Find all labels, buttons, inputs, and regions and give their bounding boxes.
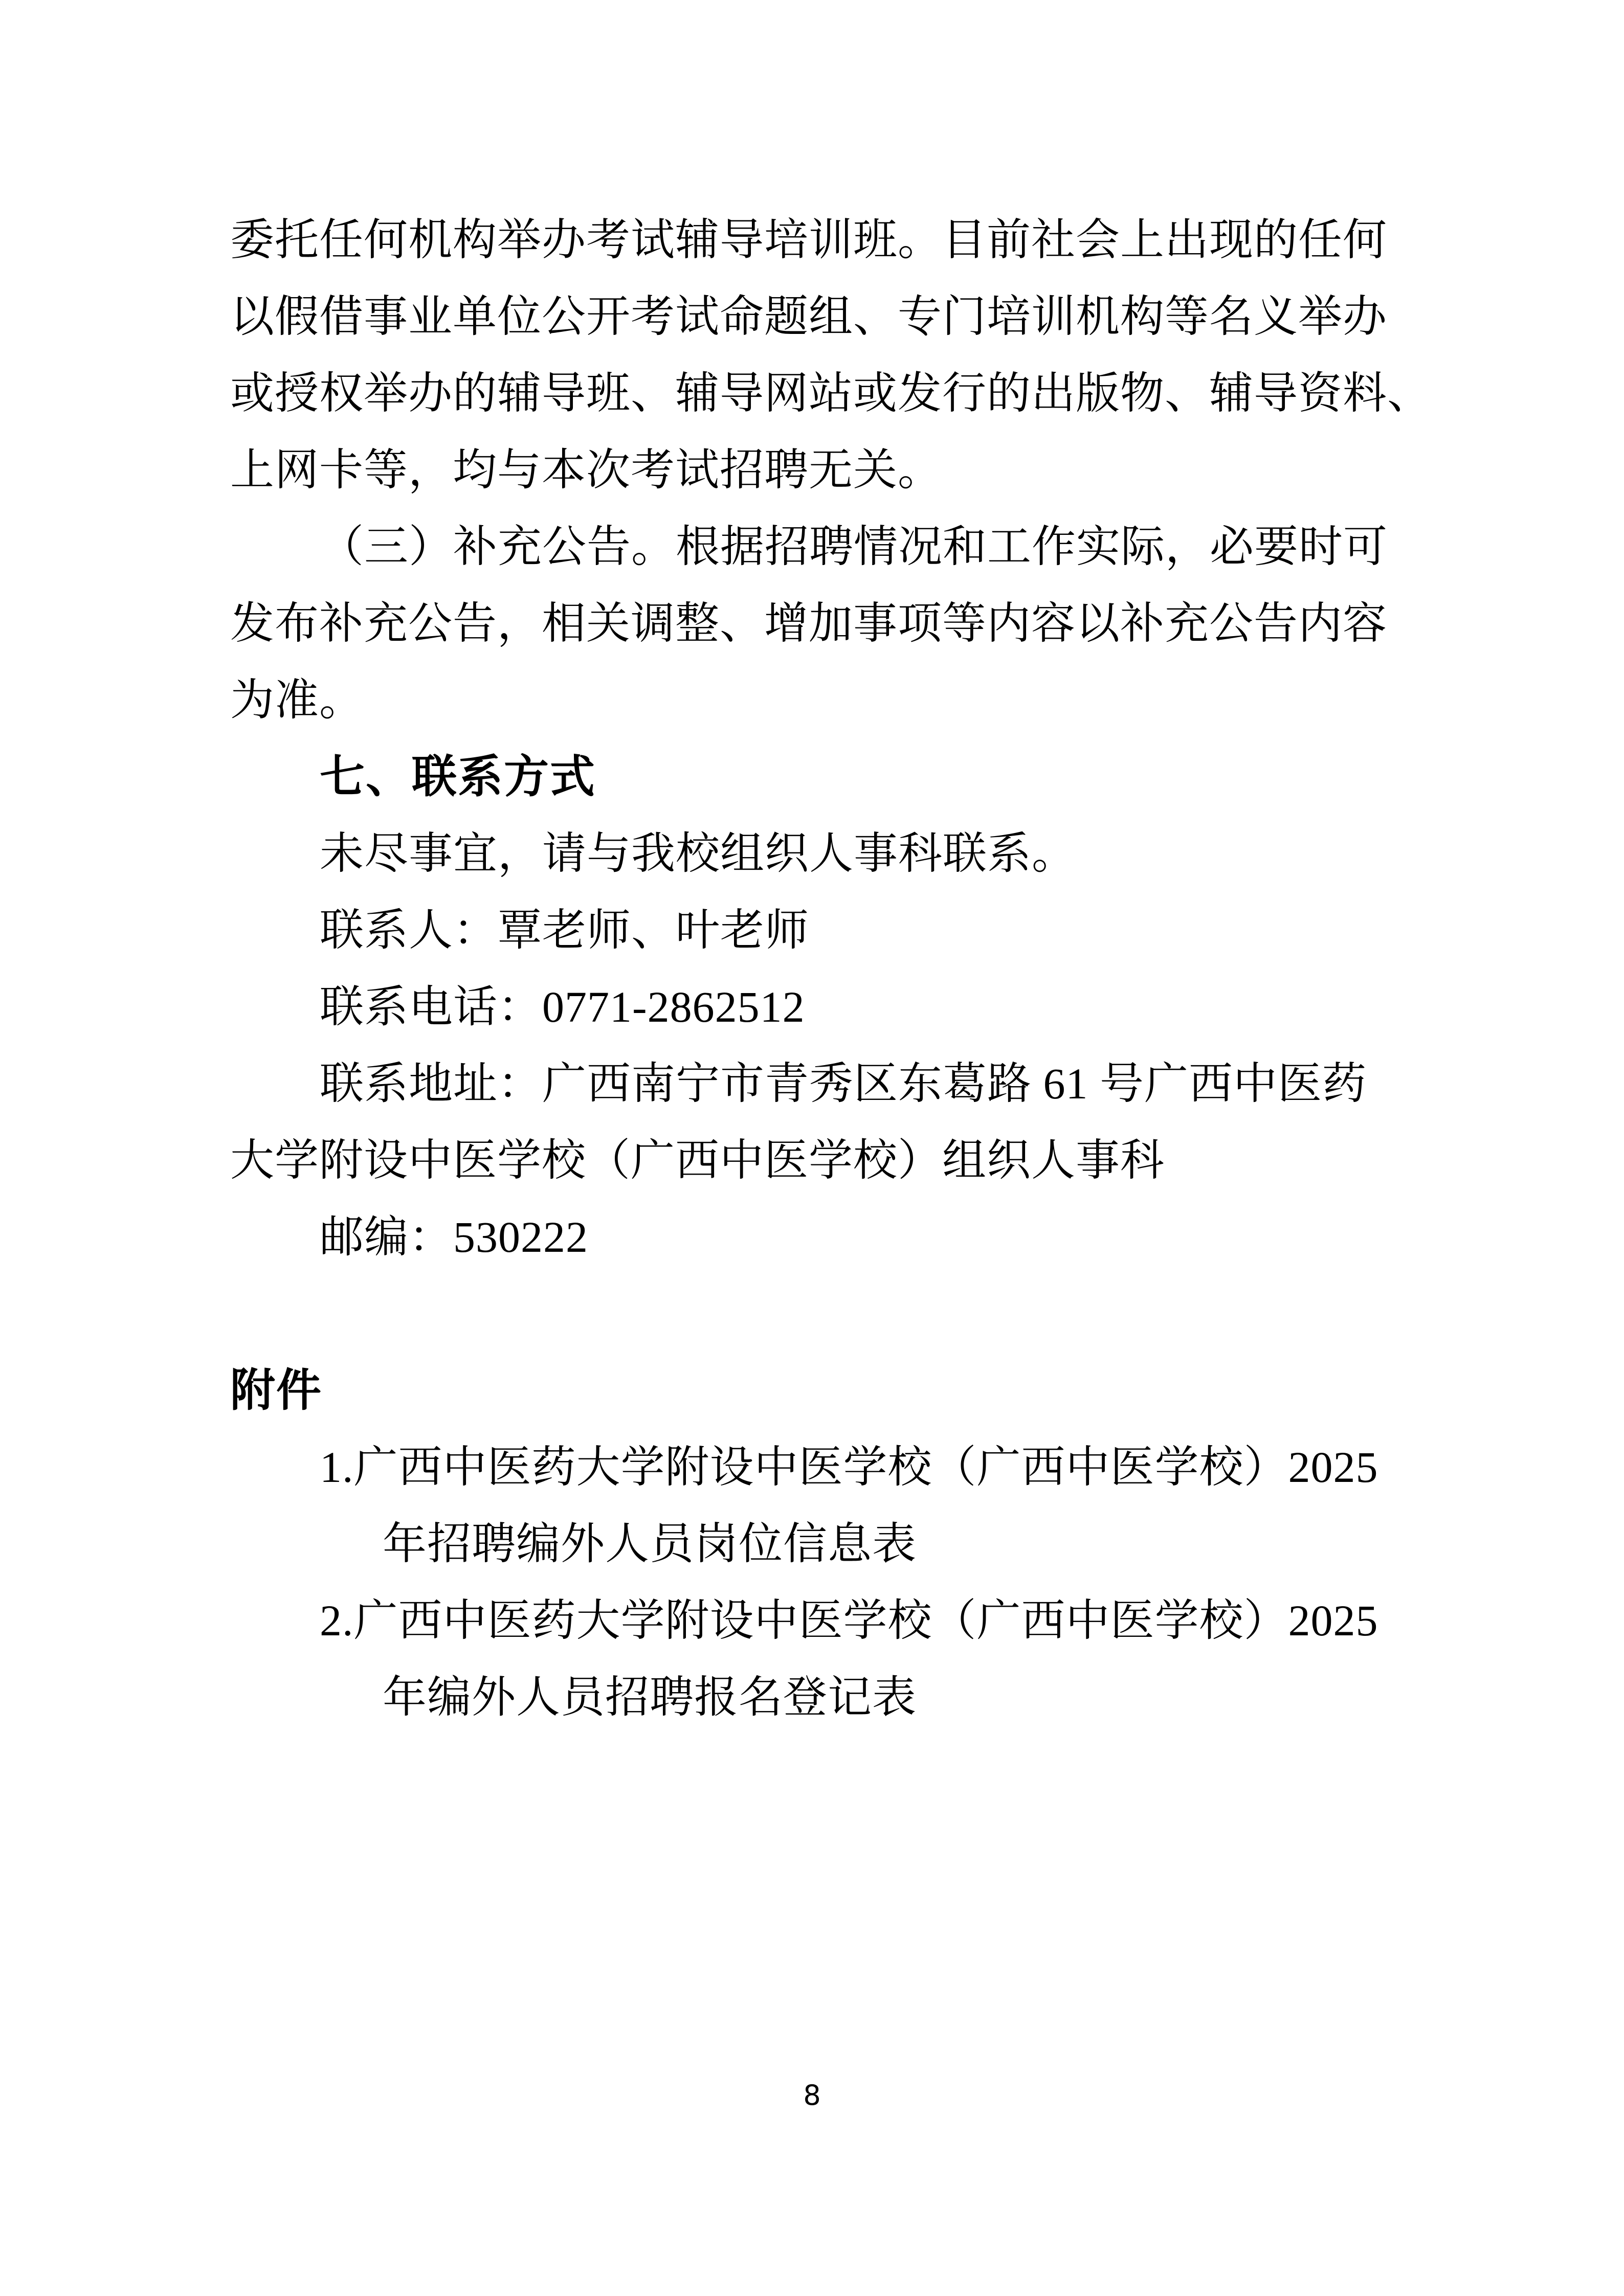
paragraph-exam-disclaimer-line-1: 委托任何机构举办考试辅导培训班。目前社会上出现的任何 (230, 215, 1387, 264)
paragraph-exam-disclaimer-line-3: 或授权举办的辅导班、辅导网站或发行的出版物、辅导资料、 (230, 369, 1432, 418)
attachment-item-1-line-1: 1.广西中医药大学附设中医学校（广西中医学校）2025 (320, 1443, 1378, 1492)
blank-line (230, 1275, 1391, 1352)
contact-address-line-1: 联系地址：广西南宁市青秀区东葛路 61 号广西中医药 (320, 1059, 1367, 1108)
contact-phone-line: 联系电话：0771-2862512 (320, 982, 805, 1031)
contact-address-line-2: 大学附设中医学校（广西中医学校）组织人事科 (230, 1136, 1165, 1185)
paragraph-supplementary-notice-line-2: 发布补充公告，相关调整、增加事项等内容以补充公告内容 (230, 599, 1387, 648)
page-number: 8 (803, 2079, 821, 2111)
contact-person-line: 联系人：覃老师、叶老师 (320, 906, 809, 955)
attachment-item-2-line-2: 年编外人员招聘报名登记表 (383, 1673, 917, 1722)
paragraph-exam-disclaimer-line-4: 上网卡等，均与本次考试招聘无关。 (230, 445, 942, 494)
paragraph-exam-disclaimer-line-2: 以假借事业单位公开考试命题组、专门培训机构等名义举办 (230, 292, 1387, 341)
attachments-heading: 附件 (230, 1365, 323, 1415)
document-body (230, 201, 1432, 1736)
attachment-item-2-line-1: 2.广西中医药大学附设中医学校（广西中医学校）2025 (320, 1596, 1378, 1645)
paragraph-supplementary-notice-line-3: 为准。 (230, 676, 364, 725)
contact-intro-line: 未尽事宜，请与我校组织人事科联系。 (320, 829, 1076, 878)
paragraph-supplementary-notice-line-1: （三）补充公告。根据招聘情况和工作实际，必要时可 (320, 522, 1388, 571)
section-heading-contact: 七、联系方式 (320, 751, 596, 802)
postal-code-line: 邮编：530222 (320, 1212, 588, 1262)
attachment-item-1-line-2: 年招聘编外人员岗位信息表 (383, 1519, 917, 1568)
